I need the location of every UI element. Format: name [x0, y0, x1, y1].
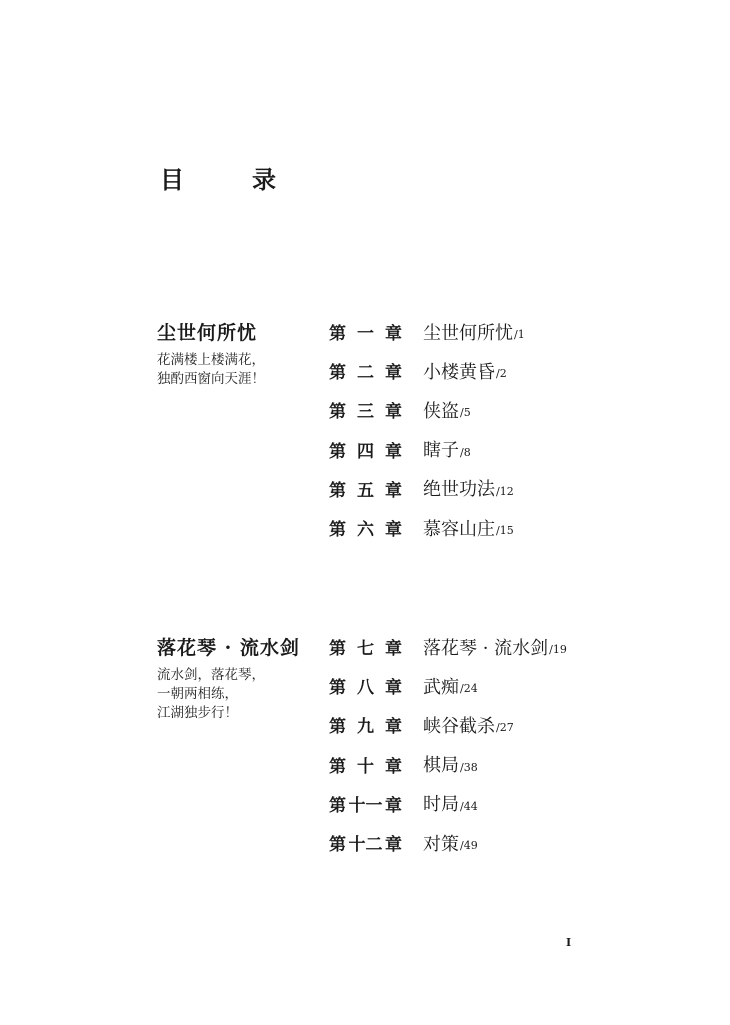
verse-line: 一朝两相练， [157, 686, 238, 702]
chapter-title: 对策 [423, 833, 459, 855]
chapter-entry-9[interactable] [329, 705, 567, 744]
chapter-list [329, 312, 525, 547]
chapter-entry-8[interactable] [329, 666, 567, 705]
part-heading [157, 633, 317, 723]
verse-line: 流水剑，落花琴， [157, 667, 265, 683]
part-name: 落花琴 · 流水剑 [157, 637, 300, 659]
chapter-page-number: /27 [496, 721, 514, 735]
part-verse [157, 351, 317, 389]
chapter-entry-5[interactable] [329, 469, 525, 508]
chapter-title: 慕容山庄 [423, 518, 495, 540]
chapter-entry-10[interactable] [329, 745, 567, 784]
chapter-page-number: /24 [460, 682, 478, 696]
chapter-number: 第 七 章 [329, 639, 402, 660]
chapter-entry-11[interactable] [329, 784, 567, 823]
chapter-page-number: /12 [496, 484, 514, 498]
chapter-number: 第 六 章 [329, 520, 402, 541]
chapter-list [329, 627, 567, 862]
chapter-entry-6[interactable] [329, 508, 525, 547]
chapter-title: 峡谷截杀 [423, 715, 495, 737]
chapter-page-number: /2 [496, 367, 507, 381]
verse-line: 独酌西窗向天涯！ [157, 371, 265, 387]
chapter-number: 第 十一 章 [329, 795, 402, 816]
chapter-number: 第 九 章 [329, 717, 402, 738]
chapter-entry-7[interactable] [329, 627, 567, 666]
chapter-entry-1[interactable] [329, 312, 525, 351]
chapter-entry-3[interactable] [329, 390, 525, 429]
chapter-number: 第 一 章 [329, 324, 402, 345]
chapter-title: 时局 [423, 794, 459, 816]
chapter-entry-12[interactable] [329, 823, 567, 862]
chapter-title: 尘世何所忧 [423, 322, 513, 344]
page-title: 目 录 [160, 165, 298, 194]
verse-line: 江湖独步行！ [157, 705, 238, 721]
page-folio: I [566, 936, 572, 949]
chapter-page-number: /8 [460, 445, 471, 459]
chapter-title: 落花琴 · 流水剑 [423, 637, 549, 659]
chapter-title: 绝世功法 [423, 479, 495, 501]
chapter-number: 第 十 章 [329, 756, 402, 777]
chapter-page-number: /44 [460, 799, 478, 813]
part-verse [157, 666, 317, 723]
verse-line: 花满楼上楼满花， [157, 352, 265, 368]
chapter-number: 第 十二 章 [329, 835, 402, 856]
chapter-entry-4[interactable] [329, 430, 525, 469]
part-heading [157, 318, 317, 389]
chapter-number: 第 四 章 [329, 441, 402, 462]
chapter-page-number: /49 [460, 839, 478, 853]
chapter-page-number: /15 [496, 524, 514, 538]
part-name: 尘世何所忧 [157, 322, 258, 344]
chapter-number: 第 三 章 [329, 402, 402, 423]
chapter-page-number: /38 [460, 760, 478, 774]
chapter-title: 侠盗 [423, 400, 459, 422]
chapter-number: 第 八 章 [329, 678, 402, 699]
chapter-title: 瞎子 [423, 440, 459, 462]
chapter-number: 第 五 章 [329, 480, 402, 501]
chapter-page-number: /19 [549, 643, 567, 657]
chapter-title: 棋局 [423, 755, 459, 777]
chapter-title: 武痴 [423, 676, 459, 698]
chapter-number: 第 二 章 [329, 363, 402, 384]
chapter-page-number: /1 [514, 328, 525, 342]
chapter-entry-2[interactable] [329, 351, 525, 390]
chapter-title: 小楼黄昏 [423, 361, 495, 383]
chapter-page-number: /5 [460, 406, 471, 420]
